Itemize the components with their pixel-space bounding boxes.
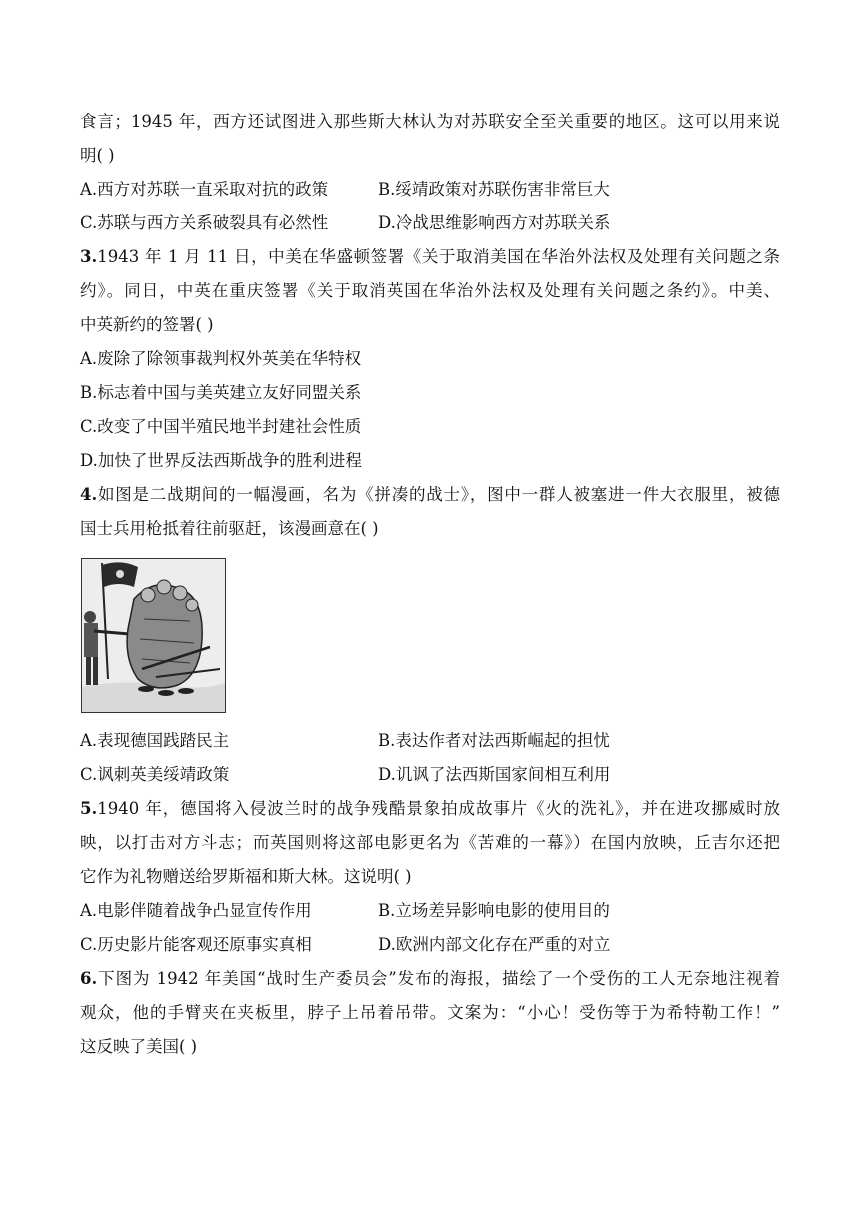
q4-option-b[interactable]: B.表达作者对法西斯崛起的担忧 (378, 731, 610, 750)
q2-option-b[interactable]: B.绥靖政策对苏联伤害非常巨大 (378, 180, 610, 199)
q2-stem-line-1: 食言；1945 年，西方还试图进入那些斯大林认为对苏联安全至关重要的地区。这可以用来说 (80, 112, 780, 131)
q2-option-d[interactable]: D.冷战思维影响西方对苏联关系 (378, 213, 611, 232)
q5-stem-line-2: 映，以打击对方斗志；而英国则将这部电影更名为《苦难的一幕》）在国内放映，丘吉尔还把 (80, 833, 780, 852)
q4-option-d[interactable]: D.讥讽了法西斯国家间相互利用 (378, 765, 611, 784)
q3-stem-line-3: 中英新约的签署( ) (80, 315, 214, 334)
q6-stem-line-1 (80, 969, 780, 989)
q2-stem-line-2: 明( ) (80, 146, 115, 165)
q3-option-b[interactable]: B.标志着中国与美英建立友好同盟关系 (80, 383, 362, 402)
q3-stem-line-1 (80, 247, 780, 267)
q5-stem-line-3: 它作为礼物赠送给罗斯福和斯大林。这说明( ) (80, 867, 412, 886)
q5-option-c[interactable]: C.历史影片能客观还原事实真相 (80, 935, 312, 954)
q5-option-d[interactable]: D.欧洲内部文化存在严重的对立 (378, 935, 611, 954)
q5-option-b[interactable]: B.立场差异影响电影的使用目的 (378, 901, 610, 920)
q2-option-a[interactable]: A.西方对苏联一直采取对抗的政策 (80, 180, 329, 199)
q3-option-c[interactable]: C.改变了中国半殖民地半封建社会性质 (80, 417, 362, 436)
q6-stem-line-2: 观众，他的手臂夹在夹板里，脖子上吊着吊带。文案为：“小心！受伤等于为希特勒工作！” (80, 1003, 780, 1022)
q3-number: 3. (80, 247, 98, 266)
q5-option-a[interactable]: A.电影伴随着战争凸显宣传作用 (80, 901, 312, 920)
q6-stem-line-3: 这反映了美国( ) (80, 1037, 198, 1056)
q3-option-a[interactable]: A.废除了除领事裁判权外英美在华特权 (80, 349, 362, 368)
cartoon-drawing (82, 559, 225, 712)
q6-number: 6. (80, 969, 98, 988)
q5-stem-text: 1940 年，德国将入侵波兰时的战争残酷景象拍成故事片《火的洗礼》，并在进攻挪威时放 (97, 799, 780, 818)
q4-stem-text: 如图是二战期间的一幅漫画，名为《拼凑的战士》，图中一群人被塞进一件大衣服里，被德 (97, 485, 780, 504)
q3-option-d[interactable]: D.加快了世界反法西斯战争的胜利进程 (80, 451, 362, 470)
q4-stem-line-1 (80, 485, 780, 505)
cartoon-image (81, 558, 226, 713)
q5-number: 5. (80, 799, 98, 818)
q4-number: 4. (80, 485, 98, 504)
q3-stem-text: 1943 年 1 月 11 日，中美在华盛顿签署《关于取消美国在华治外法权及处理有关问题之条 (97, 247, 780, 266)
q3-stem-line-2: 约》。同日，中英在重庆签署《关于取消英国在华治外法权及处理有关问题之条约》。中美、 (80, 281, 780, 300)
q4-option-c[interactable]: C.讽刺英美绥靖政策 (80, 765, 230, 784)
q5-stem-line-1 (80, 799, 780, 819)
q4-stem-line-2: 国士兵用枪抵着往前驱赶，该漫画意在( ) (80, 519, 379, 538)
q6-stem-text: 下图为 1942 年美国“战时生产委员会”发布的海报，描绘了一个受伤的工人无奈地注视着 (97, 969, 780, 988)
q2-option-c[interactable]: C.苏联与西方关系破裂具有必然性 (80, 213, 329, 232)
q4-option-a[interactable]: A.表现德国践踏民主 (80, 731, 230, 750)
